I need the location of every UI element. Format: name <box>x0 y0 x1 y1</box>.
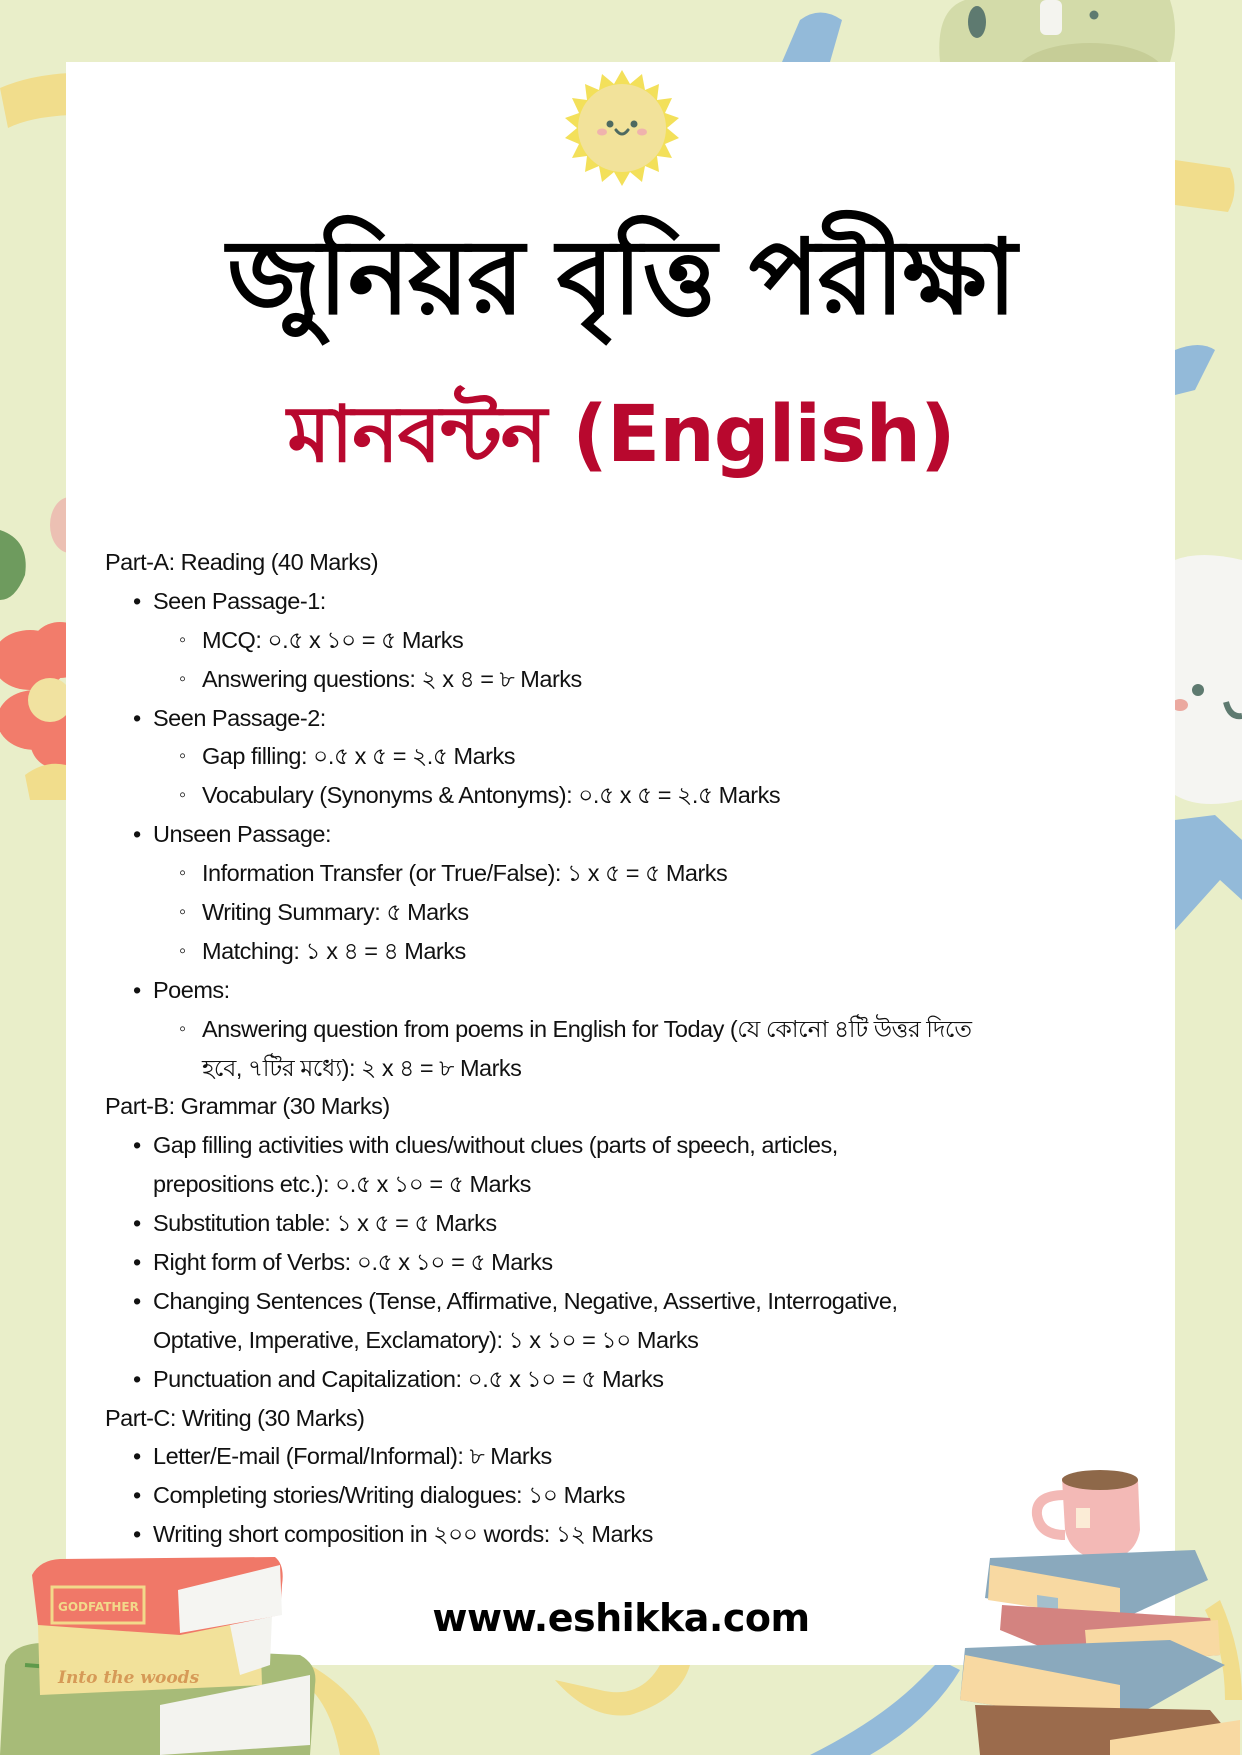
book-title-godfather: GODFATHER <box>58 1600 139 1614</box>
sub-list-item-continuation: হবে, ৭টির মধ্যে): ২ x ৪ = ৮ Marks <box>202 1054 522 1081</box>
page-title: জুনিয়র বৃত্তি পরীক্ষা <box>227 216 1015 338</box>
list-item: • Seen Passage-2: <box>105 699 1105 738</box>
list-item: • Letter/E-mail (Formal/Informal): ৮ Marks <box>105 1437 1105 1476</box>
sub-list-item: ◦ Answering question from poems in English for Today (যে কোনো ৪টি উত্তর দিতে <box>105 1010 1105 1049</box>
list-item: • Punctuation and Capitalization: ০.৫ x ১০ = ৫ Marks <box>105 1360 1105 1399</box>
page-subtitle: মানবন্টন (English) <box>287 390 955 480</box>
list-item: • Seen Passage-1: <box>105 582 1105 621</box>
list-item-continuation: prepositions etc.): ০.৫ x ১০ = ৫ Marks <box>153 1171 531 1198</box>
list-item: • Writing short composition in ২০০ words: ১২ Marks <box>105 1515 1105 1554</box>
marks-distribution <box>105 543 1105 1554</box>
sun-icon <box>562 68 682 188</box>
list-item-continuation: Optative, Imperative, Exclamatory): ১ x ১০ = ১০ Marks <box>153 1326 699 1353</box>
sub-list-item: ◦ Matching: ১ x ৪ = ৪ Marks <box>105 932 1105 971</box>
list-item: • Substitution table: ১ x ৫ = ৫ Marks <box>105 1204 1105 1243</box>
section-heading-part-c: Part-C: Writing (30 Marks) <box>105 1404 365 1431</box>
list-item: • Completing stories/Writing dialogues: ১০ Marks <box>105 1476 1105 1515</box>
list-item: • Right form of Verbs: ০.৫ x ১০ = ৫ Marks <box>105 1243 1105 1282</box>
list-item: • Gap filling activities with clues/without clues (parts of speech, articles, <box>105 1126 1105 1165</box>
sub-list-item: ◦ Vocabulary (Synonyms & Antonyms): ০.৫ x ৫ = ২.৫ Marks <box>105 776 1105 815</box>
section-heading-part-a: Part-A: Reading (40 Marks) <box>105 549 379 575</box>
sub-list-item: ◦ Information Transfer (or True/False): ১ x ৫ = ৫ Marks <box>105 854 1105 893</box>
sub-list-item: ◦ Gap filling: ০.৫ x ৫ = ২.৫ Marks <box>105 737 1105 776</box>
list-item: • Changing Sentences (Tense, Affirmative, Negative, Assertive, Interrogative, <box>105 1282 1105 1321</box>
list-item: • Poems: <box>105 971 1105 1010</box>
list-item: • Unseen Passage: <box>105 815 1105 854</box>
sub-list-item: ◦ Answering questions: ২ x ৪ = ৮ Marks <box>105 660 1105 699</box>
book-title-into-the-woods: Into the woods <box>58 1668 200 1688</box>
website-url[interactable]: www.eshikka.com <box>432 1596 810 1640</box>
sub-list-item: ◦ MCQ: ০.৫ x ১০ = ৫ Marks <box>105 621 1105 660</box>
sub-list-item: ◦ Writing Summary: ৫ Marks <box>105 893 1105 932</box>
book-stack-left-illustration <box>0 1545 330 1755</box>
section-heading-part-b: Part-B: Grammar (30 Marks) <box>105 1093 390 1120</box>
